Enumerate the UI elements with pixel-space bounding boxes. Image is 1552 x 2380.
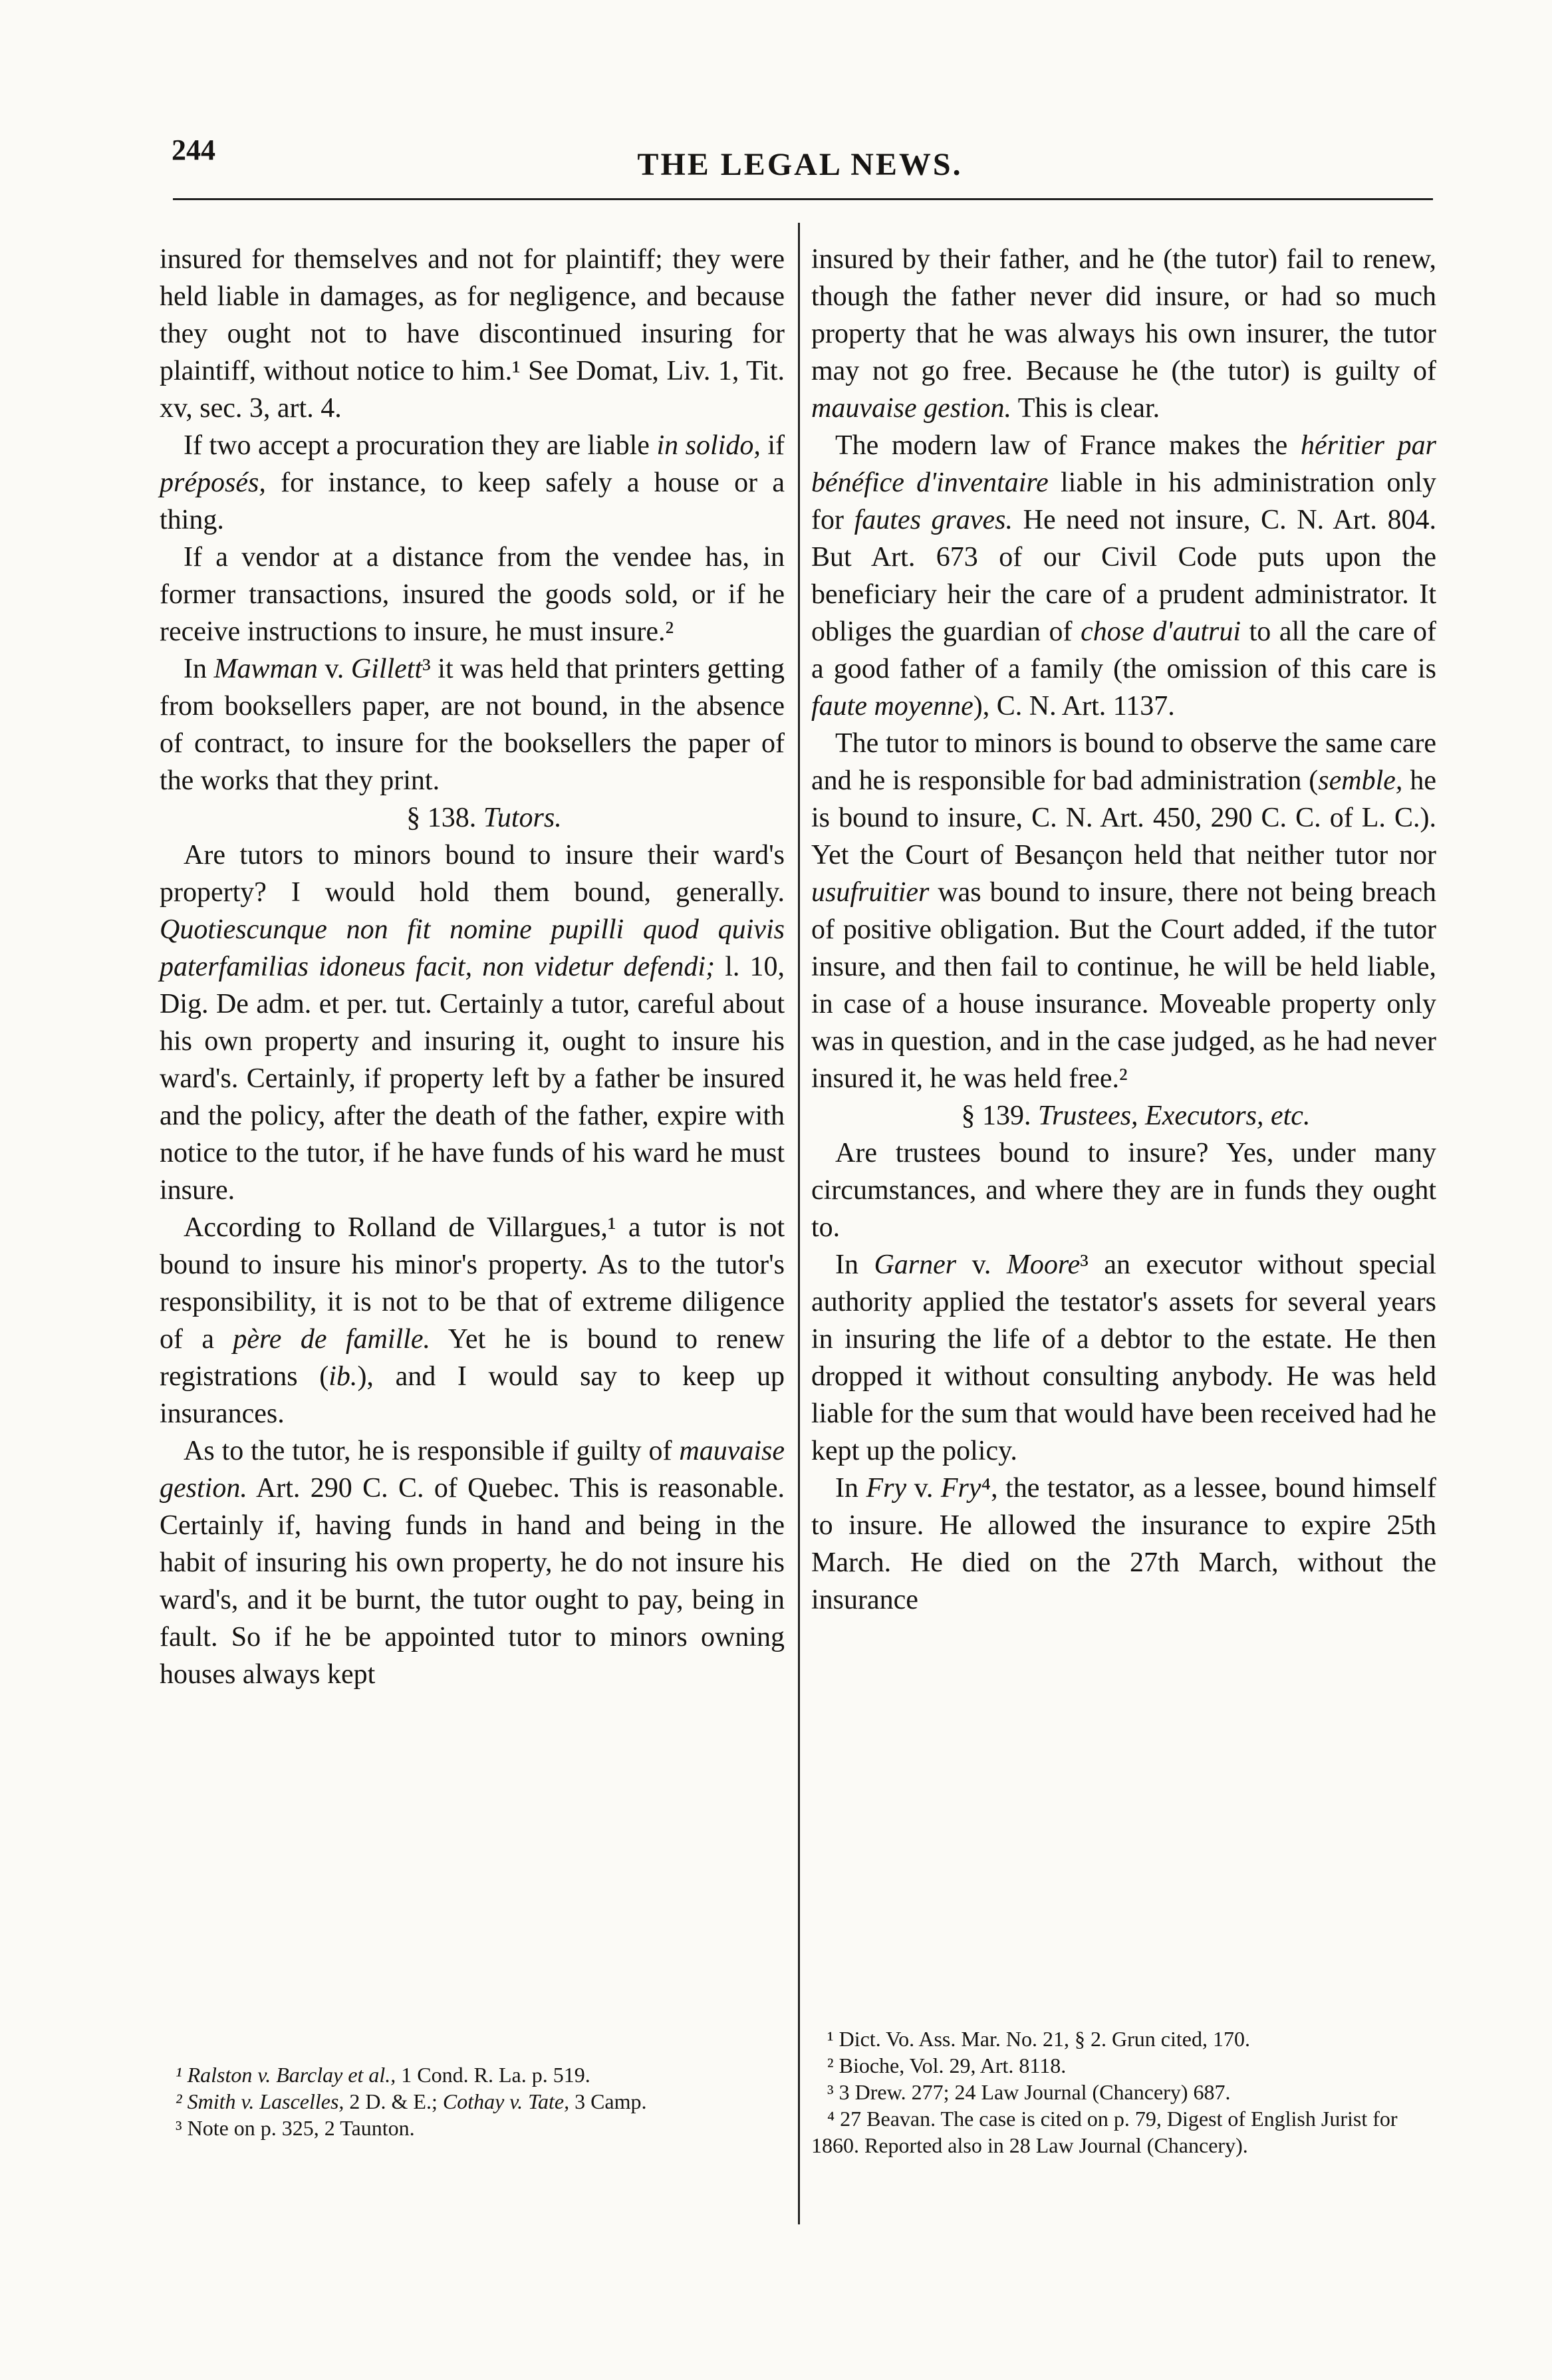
footnote: ¹ Ralston v. Barclay et al., 1 Cond. R. La. p. 519. xyxy=(176,2063,590,2087)
footnotes-right xyxy=(811,2026,1430,2159)
left-column xyxy=(160,241,785,1693)
footnote: ⁴ 27 Beavan. The case is cited on p. 79, Digest of English Jurist for 1860. Reported also in 28 Law Journal (Chancery). xyxy=(811,2107,1398,2157)
page-number: 244 xyxy=(172,134,215,166)
paragraph: The tutor to minors is bound to observe the same care and he is responsible for bad administration (semble, he is bound to insure, C. N. Art. 450, 290 C. C. of L. C.). Yet the Court of Besançon held that neither tutor nor usufruitier was bound to insure, there not being breach of positive obligation. But the Court added, if the tutor insure, and then fail to continue, he will be held liable, in case of a house insurance. Moveable property only was in question, and in the case judged, as he had never insured it, he was held free.² xyxy=(811,728,1436,1094)
footnote: ² Smith v. Lascelles, 2 D. & E.; Cothay v. Tate, 3 Camp. xyxy=(176,2089,647,2113)
paragraph: According to Rolland de Villargues,¹ a tutor is not bound to insure his minor's property. As to the tutor's responsibility, it is not to be that of extreme diligence of a père de famille. Yet he is bound to renew registrations (ib.), and I would say to keep up insurances. xyxy=(160,1212,785,1429)
paragraph: As to the tutor, he is responsible if guilty of mauvaise gestion. Art. 290 C. C. of Quebec. This is reasonable. Certainly if, having funds in hand and being in the habit of insuring his own property, he do not insure his ward's, and it be burnt, the tutor ought to pay, being in fault. So if he be appointed tutor to minors owning houses always kept xyxy=(160,1436,785,1690)
paragraph: insured by their father, and he (the tutor) fail to renew, though the father never did insure, or had so much property that he was always his own insurer, the tutor may not go free. Because he (the tutor) is guilty of mauvaise gestion. This is clear. xyxy=(811,244,1436,424)
page-header xyxy=(172,133,1428,186)
column-divider xyxy=(798,223,800,2224)
footnote: ³ Note on p. 325, 2 Taunton. xyxy=(176,2116,415,2140)
header-rule xyxy=(173,198,1433,200)
paragraph: In Fry v. Fry⁴, the testator, as a lessee, bound himself to insure. He allowed the insurance to expire 25th March. He died on the 27th March, without the insurance xyxy=(811,1473,1436,1615)
section-heading-138: § 138. Tutors. xyxy=(406,803,562,833)
section-heading-139: § 139. Trustees, Executors, etc. xyxy=(961,1101,1311,1131)
paragraph: In Garner v. Moore³ an executor without special authority applied the testator's assets for several years in insuring the life of a debtor to the estate. He then dropped it without consulting anybody. He was held liable for the sum that would have been received had he kept up the policy. xyxy=(811,1250,1436,1466)
footnote: ² Bioche, Vol. 29, Art. 8118. xyxy=(827,2053,1067,2077)
footnote: ³ 3 Drew. 277; 24 Law Journal (Chancery) 687. xyxy=(827,2080,1231,2104)
paragraph: insured for themselves and not for plaintiff; they were held liable in damages, as for negligence, and because they ought not to have discontinued insuring for plaintiff, without notice to him.¹ See Domat, Liv. 1, Tit. xv, sec. 3, art. 4. xyxy=(160,244,785,424)
paragraph: In Mawman v. Gillett³ it was held that printers getting from booksellers paper, are not bound, in the absence of contract, to insure for the booksellers the paper of the works that they print. xyxy=(160,654,785,796)
paragraph: Are trustees bound to insure? Yes, under many circumstances, and where they are in funds they ought to. xyxy=(811,1138,1436,1243)
right-column xyxy=(811,241,1436,1619)
paragraph: The modern law of France makes the héritier par bénéfice d'inventaire liable in his administration only for fautes graves. He need not insure, C. N. Art. 804. But Art. 673 of our Civil Code puts upon the beneficiary heir the care of a prudent administrator. It obliges the guardian of chose d'autrui to all the care of a good father of a family (the omission of this care is faute moyenne), C. N. Art. 1137. xyxy=(811,430,1436,722)
journal-title: THE LEGAL NEWS. xyxy=(637,147,963,182)
paragraph: If a vendor at a distance from the vendee has, in former transactions, insured the goods sold, or if he receive instructions to insure, he must insure.² xyxy=(160,542,785,647)
footnotes-left xyxy=(160,2061,778,2141)
paragraph: If two accept a procuration they are liable in solido, if préposés, for instance, to keep safely a house or a thing. xyxy=(160,430,785,535)
footnote: ¹ Dict. Vo. Ass. Mar. No. 21, § 2. Grun cited, 170. xyxy=(827,2027,1250,2051)
paragraph: Are tutors to minors bound to insure their ward's property? I would hold them bound, generally. Quotiescunque non fit nomine pupilli quod quivis paterfamilias idoneus facit, non videtur defendi; l. 10, Dig. De adm. et per. tut. Certainly a tutor, careful about his own property and insuring it, ought to insure his ward's. Certainly, if property left by a father be insured and the policy, after the death of the father, expire with notice to the tutor, if he have funds of his ward he must insure. xyxy=(160,840,785,1206)
